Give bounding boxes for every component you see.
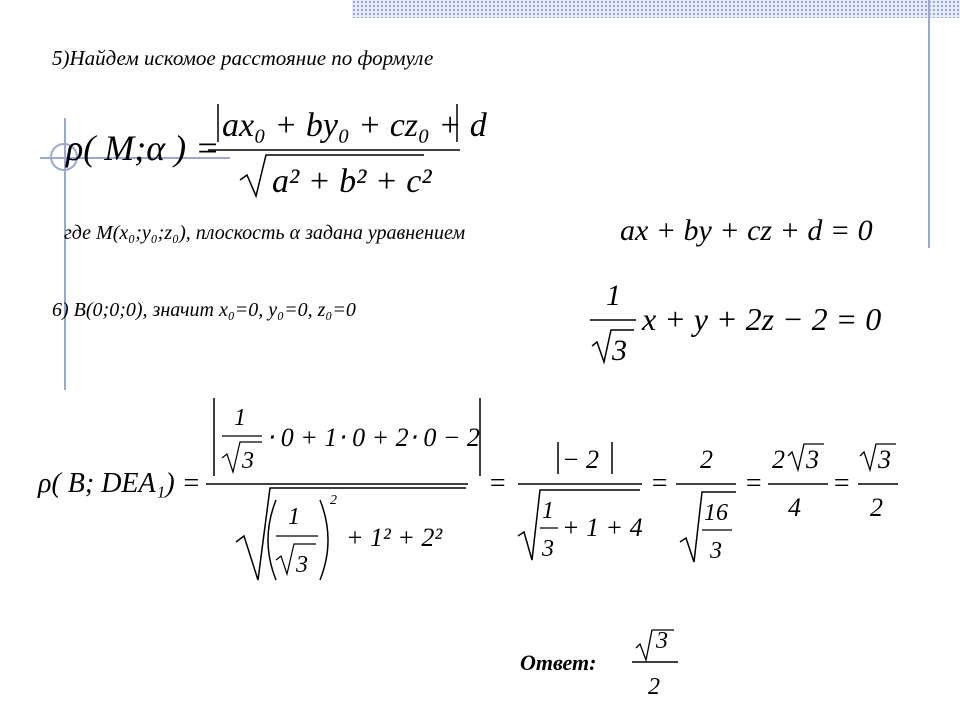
coef-numerator: 1 [606, 279, 621, 312]
where-text: где М(x₀;y₀;z₀), плоскость α задана уравнением [64, 222, 466, 244]
answer-label: Ответ: [520, 650, 597, 675]
eq3-den-den: 3 [710, 538, 722, 564]
answer-block [520, 628, 678, 700]
distance-formula [65, 104, 488, 200]
formula-lhs: ρ( M;α ) = [66, 128, 220, 168]
calc-den-frac-den: 3 [296, 552, 308, 578]
calc-frac-num: 1 [234, 405, 246, 431]
eq2-den-terms: + 1 + 4 [562, 513, 643, 542]
eq4-num-rad: 3 [806, 445, 819, 474]
formula-denominator: a² + b² + c² [272, 163, 432, 200]
step6-text: 6) В(0;0;0), значит x₀=0, y₀=0, z₀=0 [52, 299, 356, 321]
calc-den-terms: + 1² + 2² [346, 523, 443, 552]
paren-left [268, 500, 276, 580]
answer-denominator: 2 [648, 674, 660, 700]
eq2-frac-num: 1 [542, 498, 554, 524]
eq3-numerator: 2 [700, 445, 713, 474]
computation-lhs: ρ( B; DEA₁) = [38, 468, 201, 499]
answer-num-rad: 3 [656, 628, 668, 654]
equals-4: = [744, 468, 763, 499]
step5-heading: 5)Найдем искомое расстояние по формуле [52, 46, 434, 70]
eq2-numerator: − 2 [562, 445, 600, 474]
coef-denominator: 3 [612, 334, 627, 367]
eq4-num-coef: 2 [772, 445, 785, 474]
equals-2: = [488, 468, 507, 499]
distance-computation [37, 398, 898, 580]
calc-num-terms: ⋅ 0 + 1⋅ 0 + 2⋅ 0 − 2 [266, 423, 480, 452]
eq5-denominator: 2 [870, 493, 883, 522]
eq4-denominator: 4 [788, 493, 801, 522]
paren-right [320, 500, 328, 580]
formula-numerator: ax₀ + by₀ + cz₀ + d [222, 107, 487, 144]
eq2-frac-den: 3 [542, 536, 554, 562]
eq5-num-rad: 3 [878, 445, 891, 474]
specific-plane-equation [590, 279, 881, 367]
equals-3: = [650, 468, 669, 499]
plane-equation: ax + by + cz + d = 0 [620, 214, 873, 247]
equals-5: = [832, 468, 851, 499]
plane-equation-rest: x + y + 2z − 2 = 0 [642, 301, 882, 337]
answer-num-sqrt [636, 630, 674, 660]
calc-den-exponent: 2 [330, 493, 337, 508]
eq3-den-num: 16 [704, 500, 728, 526]
calc-den-frac-num: 1 [288, 504, 300, 530]
calc-frac-den: 3 [242, 448, 254, 474]
